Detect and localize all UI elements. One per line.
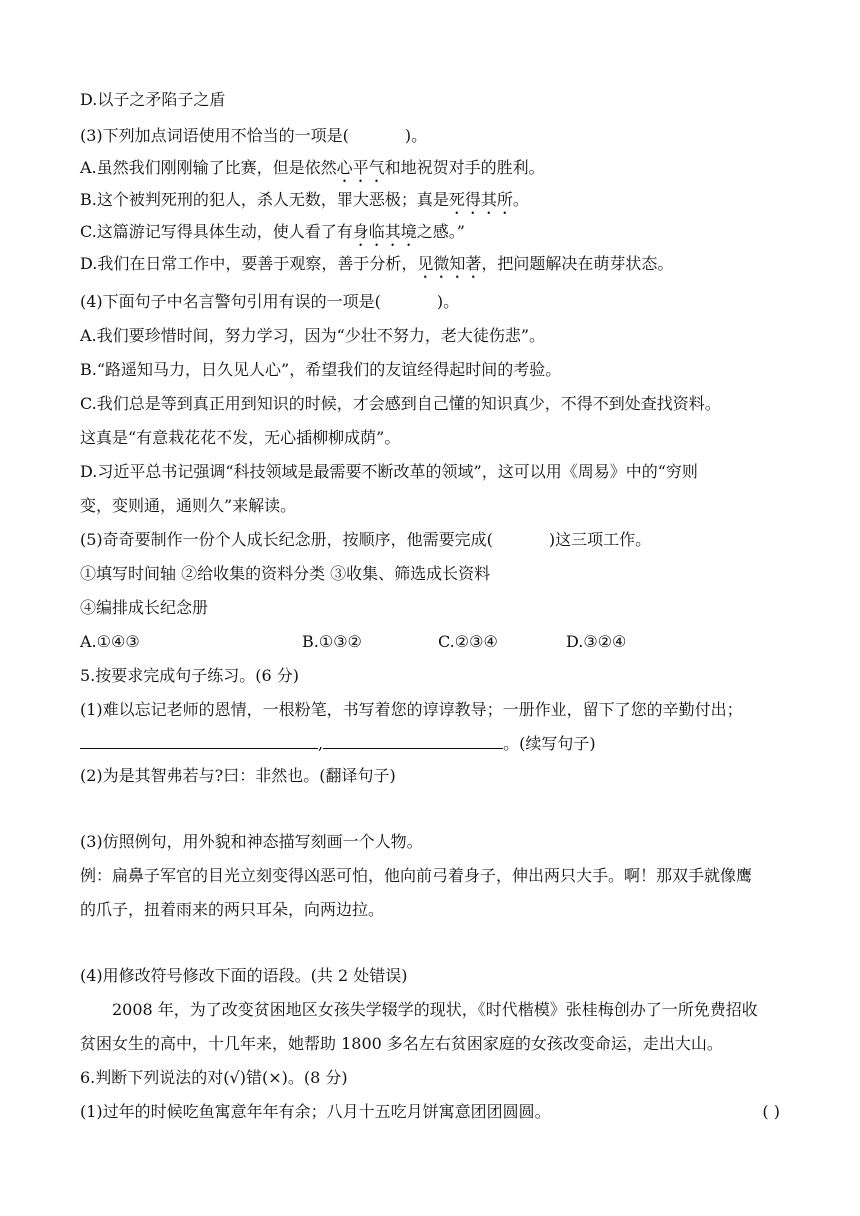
q4-4-option-a: A.我们要珍惜时间，努力学习，因为“少壮不努力，老大徒伤悲”。 — [80, 326, 546, 345]
q4-2-option-d: D.以子之矛陷子之盾 — [80, 90, 226, 109]
s5-4-paragraph-line2: 贫困女生的高中，十几年来，她帮助 1800 多名左右贫困家庭的女孩改变命运，走出大山。 — [80, 1034, 723, 1053]
answer-parentheses[interactable]: ( ) — [762, 1102, 780, 1121]
q4-5-items-line1: ①填写时间轴 ②给收集的资料分类 ③收集、筛选成长资料 — [80, 564, 491, 583]
s5-4-prompt: (4)用修改符号修改下面的语段。(共 2 处错误) — [80, 966, 408, 985]
s5-3-prompt: (3)仿照例句，用外貌和神态描写刻画一个人物。 — [80, 832, 423, 851]
q4-4-option-c-line2: 这真是“有意栽花花不发，无心插柳柳成荫”。 — [80, 428, 401, 447]
q4-3-stem: (3)下列加点词语使用不恰当的一项是( )。 — [80, 126, 428, 145]
s5-2-prompt: (2)为是其智弗若与?曰：非然也。(翻译句子) — [80, 766, 396, 785]
q4-4-option-b: B.“路遥知马力，日久见人心”，希望我们的友谊经得起时间的考验。 — [80, 360, 562, 379]
q4-4-stem: (4)下面句子中名言警句引用有误的一项是( )。 — [80, 292, 460, 311]
s5-3-example-line2: 的爪子，扭着雨来的两只耳朵，向两边拉。 — [80, 900, 385, 919]
q4-3-option-d: D.我们在日常工作中，要善于观察，善于分析，见微知著，把问题解决在萌芽状态。 — [80, 254, 674, 273]
section-5-title: 5.按要求完成句子练习。(6 分) — [80, 666, 300, 685]
q4-5-stem: (5)奇奇要制作一份个人成长纪念册，按顺序，他需要完成( )这三项工作。 — [80, 530, 652, 549]
q4-5-option-b: B.①③② — [302, 632, 362, 651]
dotted-word: 死得其所 — [448, 190, 513, 209]
q4-4-option-d-line1: D.习近平总书记强调“科技领域是最需要不断改革的领域”，这可以用《周易》中的“穷则 — [80, 462, 698, 481]
answer-blank[interactable] — [323, 732, 503, 749]
q4-3-option-c: C.这篇游记写得具体生动，使人看了有身临其境之感。” — [80, 222, 465, 241]
q4-4-option-d-line2: 变，变则通，通则久”来解读。 — [80, 496, 297, 515]
dotted-word: 见微知著 — [417, 254, 482, 273]
s5-3-example-line1: 例：扁鼻子军官的目光立刻变得凶恶可怕，他向前弓着身子，伸出两只大手。啊！那双手就像鹰 — [80, 866, 753, 885]
section-6-title: 6.判断下列说法的对(√)错(×)。(8 分) — [80, 1068, 348, 1087]
dotted-word: 身临其境 — [352, 222, 417, 241]
q4-5-items-line2: ④编排成长纪念册 — [80, 598, 209, 617]
q4-5-option-c: C.②③④ — [438, 632, 498, 651]
s6-1-statement: (1)过年的时候吃鱼寓意年年有余；八月十五吃月饼寓意团团圆圆。 ( ) — [80, 1102, 780, 1121]
q4-3-option-b: B.这个被判死刑的犯人，杀人无数，罪大恶极；真是死得其所。 — [80, 190, 529, 209]
q4-5-option-a: A.①④③ — [80, 632, 140, 651]
s5-1-answer-line: , 。(续写句子) — [80, 732, 596, 754]
answer-blank[interactable] — [80, 732, 318, 749]
q4-5-option-d: D.③②④ — [566, 632, 627, 651]
s5-4-paragraph-line1: 2008 年，为了改变贫困地区女孩失学辍学的现状，《时代楷模》张桂梅创办了一所免费招收 — [112, 1000, 758, 1019]
dotted-word: 心平气 — [336, 158, 385, 177]
q4-4-option-c-line1: C.我们总是等到真正用到知识的时候，才会感到自己懂的知识真少，不得不到处查找资料。 — [80, 394, 721, 413]
s5-1-prompt: (1)难以忘记老师的恩情，一根粉笔，书写着您的谆谆教导；一册作业，留下了您的辛勤付出； — [80, 700, 743, 719]
q4-3-option-a: A.虽然我们刚刚输了比赛，但是依然心平气和地祝贺对手的胜利。 — [80, 158, 545, 177]
